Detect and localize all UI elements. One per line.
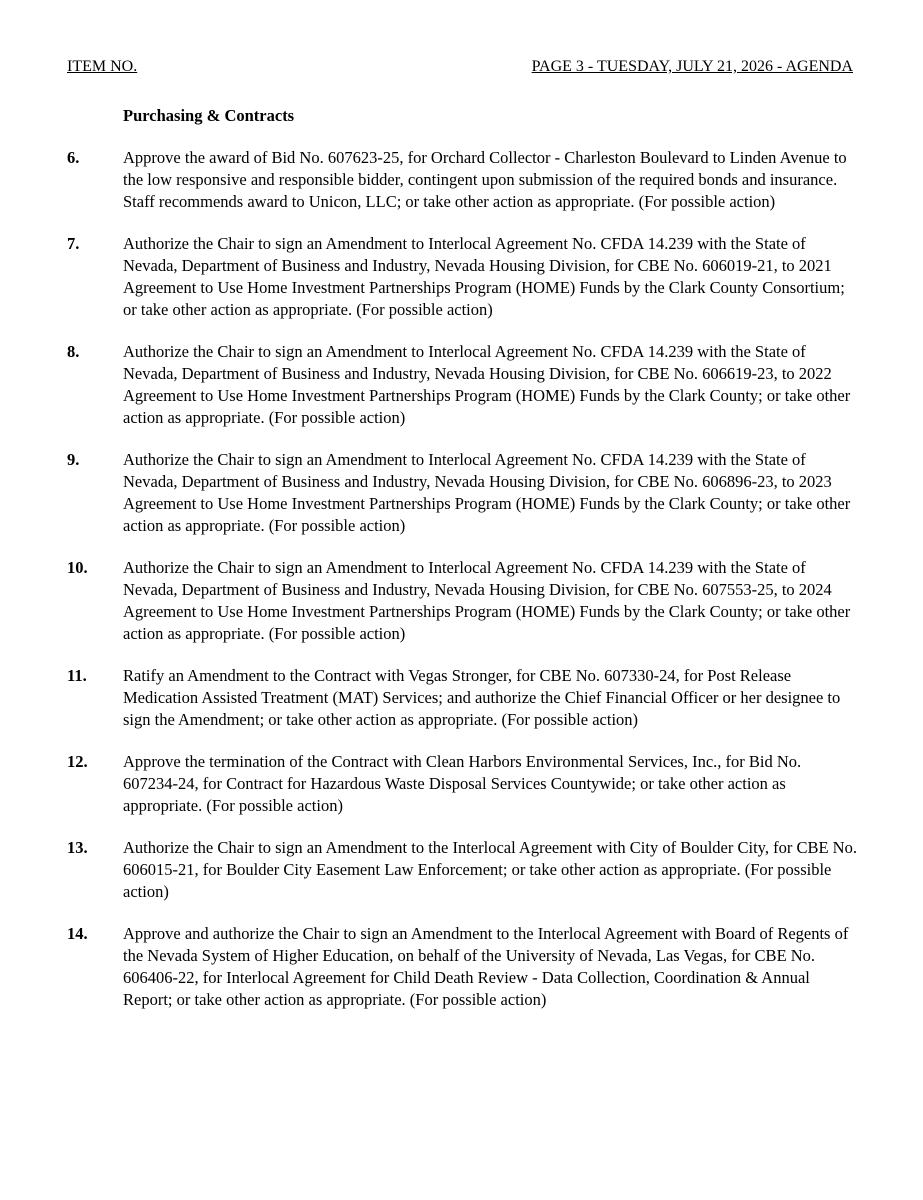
agenda-item xyxy=(67,233,857,321)
item-text: Authorize the Chair to sign an Amendment to Interlocal Agreement No. CFDA 14.239 with the State of Nevada, Department of Business and Industry, Nevada Housing Division, for CBE No. 607553-25, to 2024 Agreement to Use Home Investment Partnerships Program (HOME) Funds by the Clark County; or take other action as appropriate. (For possible action) xyxy=(123,558,851,643)
item-number: 6. xyxy=(67,148,80,167)
item-number: 9. xyxy=(67,450,80,469)
item-text: Approve and authorize the Chair to sign an Amendment to the Interlocal Agreement with Board of Regents of the Nevada System of Higher Education, on behalf of the University of Nevada, Las Vegas, for CBE No. 606406-22, for Interlocal Agreement for Child Death Review - Data Collection, Coordination & Annual Report; or take other action as appropriate. (For possible action) xyxy=(123,924,849,1009)
item-number: 8. xyxy=(67,342,80,361)
item-number: 14. xyxy=(67,924,88,943)
item-number: 10. xyxy=(67,558,88,577)
page-date-heading: PAGE 3 - TUESDAY, JULY 21, 2026 - AGENDA xyxy=(531,58,853,75)
item-text: Authorize the Chair to sign an Amendment to Interlocal Agreement No. CFDA 14.239 with the State of Nevada, Department of Business and Industry, Nevada Housing Division, for CBE No. 606896-23, to 2023 Agreement to Use Home Investment Partnerships Program (HOME) Funds by the Clark County; or take other action as appropriate. (For possible action) xyxy=(123,450,851,535)
item-number: 7. xyxy=(67,234,80,253)
page-header xyxy=(67,58,853,80)
item-no-heading: ITEM NO. xyxy=(67,58,138,75)
item-number: 12. xyxy=(67,752,88,771)
agenda-item xyxy=(67,923,857,1011)
agenda-items xyxy=(67,147,857,1031)
item-text: Authorize the Chair to sign an Amendment to Interlocal Agreement No. CFDA 14.239 with the State of Nevada, Department of Business and Industry, Nevada Housing Division, for CBE No. 606619-23, to 2022 Agreement to Use Home Investment Partnerships Program (HOME) Funds by the Clark County; or take other action as appropriate. (For possible action) xyxy=(123,342,851,427)
item-text: Authorize the Chair to sign an Amendment to Interlocal Agreement No. CFDA 14.239 with the State of Nevada, Department of Business and Industry, Nevada Housing Division, for CBE No. 606019-21, to 2021 Agreement to Use Home Investment Partnerships Program (HOME) Funds by the Clark County Consortium; or take other action as appropriate. (For possible action) xyxy=(123,234,845,319)
item-number: 11. xyxy=(67,666,87,685)
agenda-item xyxy=(67,341,857,429)
agenda-item xyxy=(67,449,857,537)
item-number: 13. xyxy=(67,838,88,857)
agenda-item xyxy=(67,147,857,213)
agenda-item xyxy=(67,751,857,817)
agenda-item xyxy=(67,557,857,645)
item-text: Approve the award of Bid No. 607623-25, for Orchard Collector - Charleston Boulevard to Linden Avenue to the low responsive and responsible bidder, contingent upon submission of the required bonds and insurance. Staff recommends award to Unicon, LLC; or take other action as appropriate. (For possible action) xyxy=(123,148,847,211)
item-text: Authorize the Chair to sign an Amendment to the Interlocal Agreement with City of Boulder City, for CBE No. 606015-21, for Boulder City Easement Law Enforcement; or take other action as appropriate. (For possible action) xyxy=(123,838,857,901)
section-title: Purchasing & Contracts xyxy=(123,106,295,125)
agenda-item xyxy=(67,665,857,731)
agenda-item xyxy=(67,837,857,903)
item-text: Approve the termination of the Contract with Clean Harbors Environmental Services, Inc., for Bid No. 607234-24, for Contract for Hazardous Waste Disposal Services Countywide; or take other action as appropriate. (For possible action) xyxy=(123,752,802,815)
item-text: Ratify an Amendment to the Contract with Vegas Stronger, for CBE No. 607330-24, for Post Release Medication Assisted Treatment (MAT) Services; and authorize the Chief Financial Officer or her designee to sign the Amendment; or take other action as appropriate. (For possible action) xyxy=(123,666,841,729)
